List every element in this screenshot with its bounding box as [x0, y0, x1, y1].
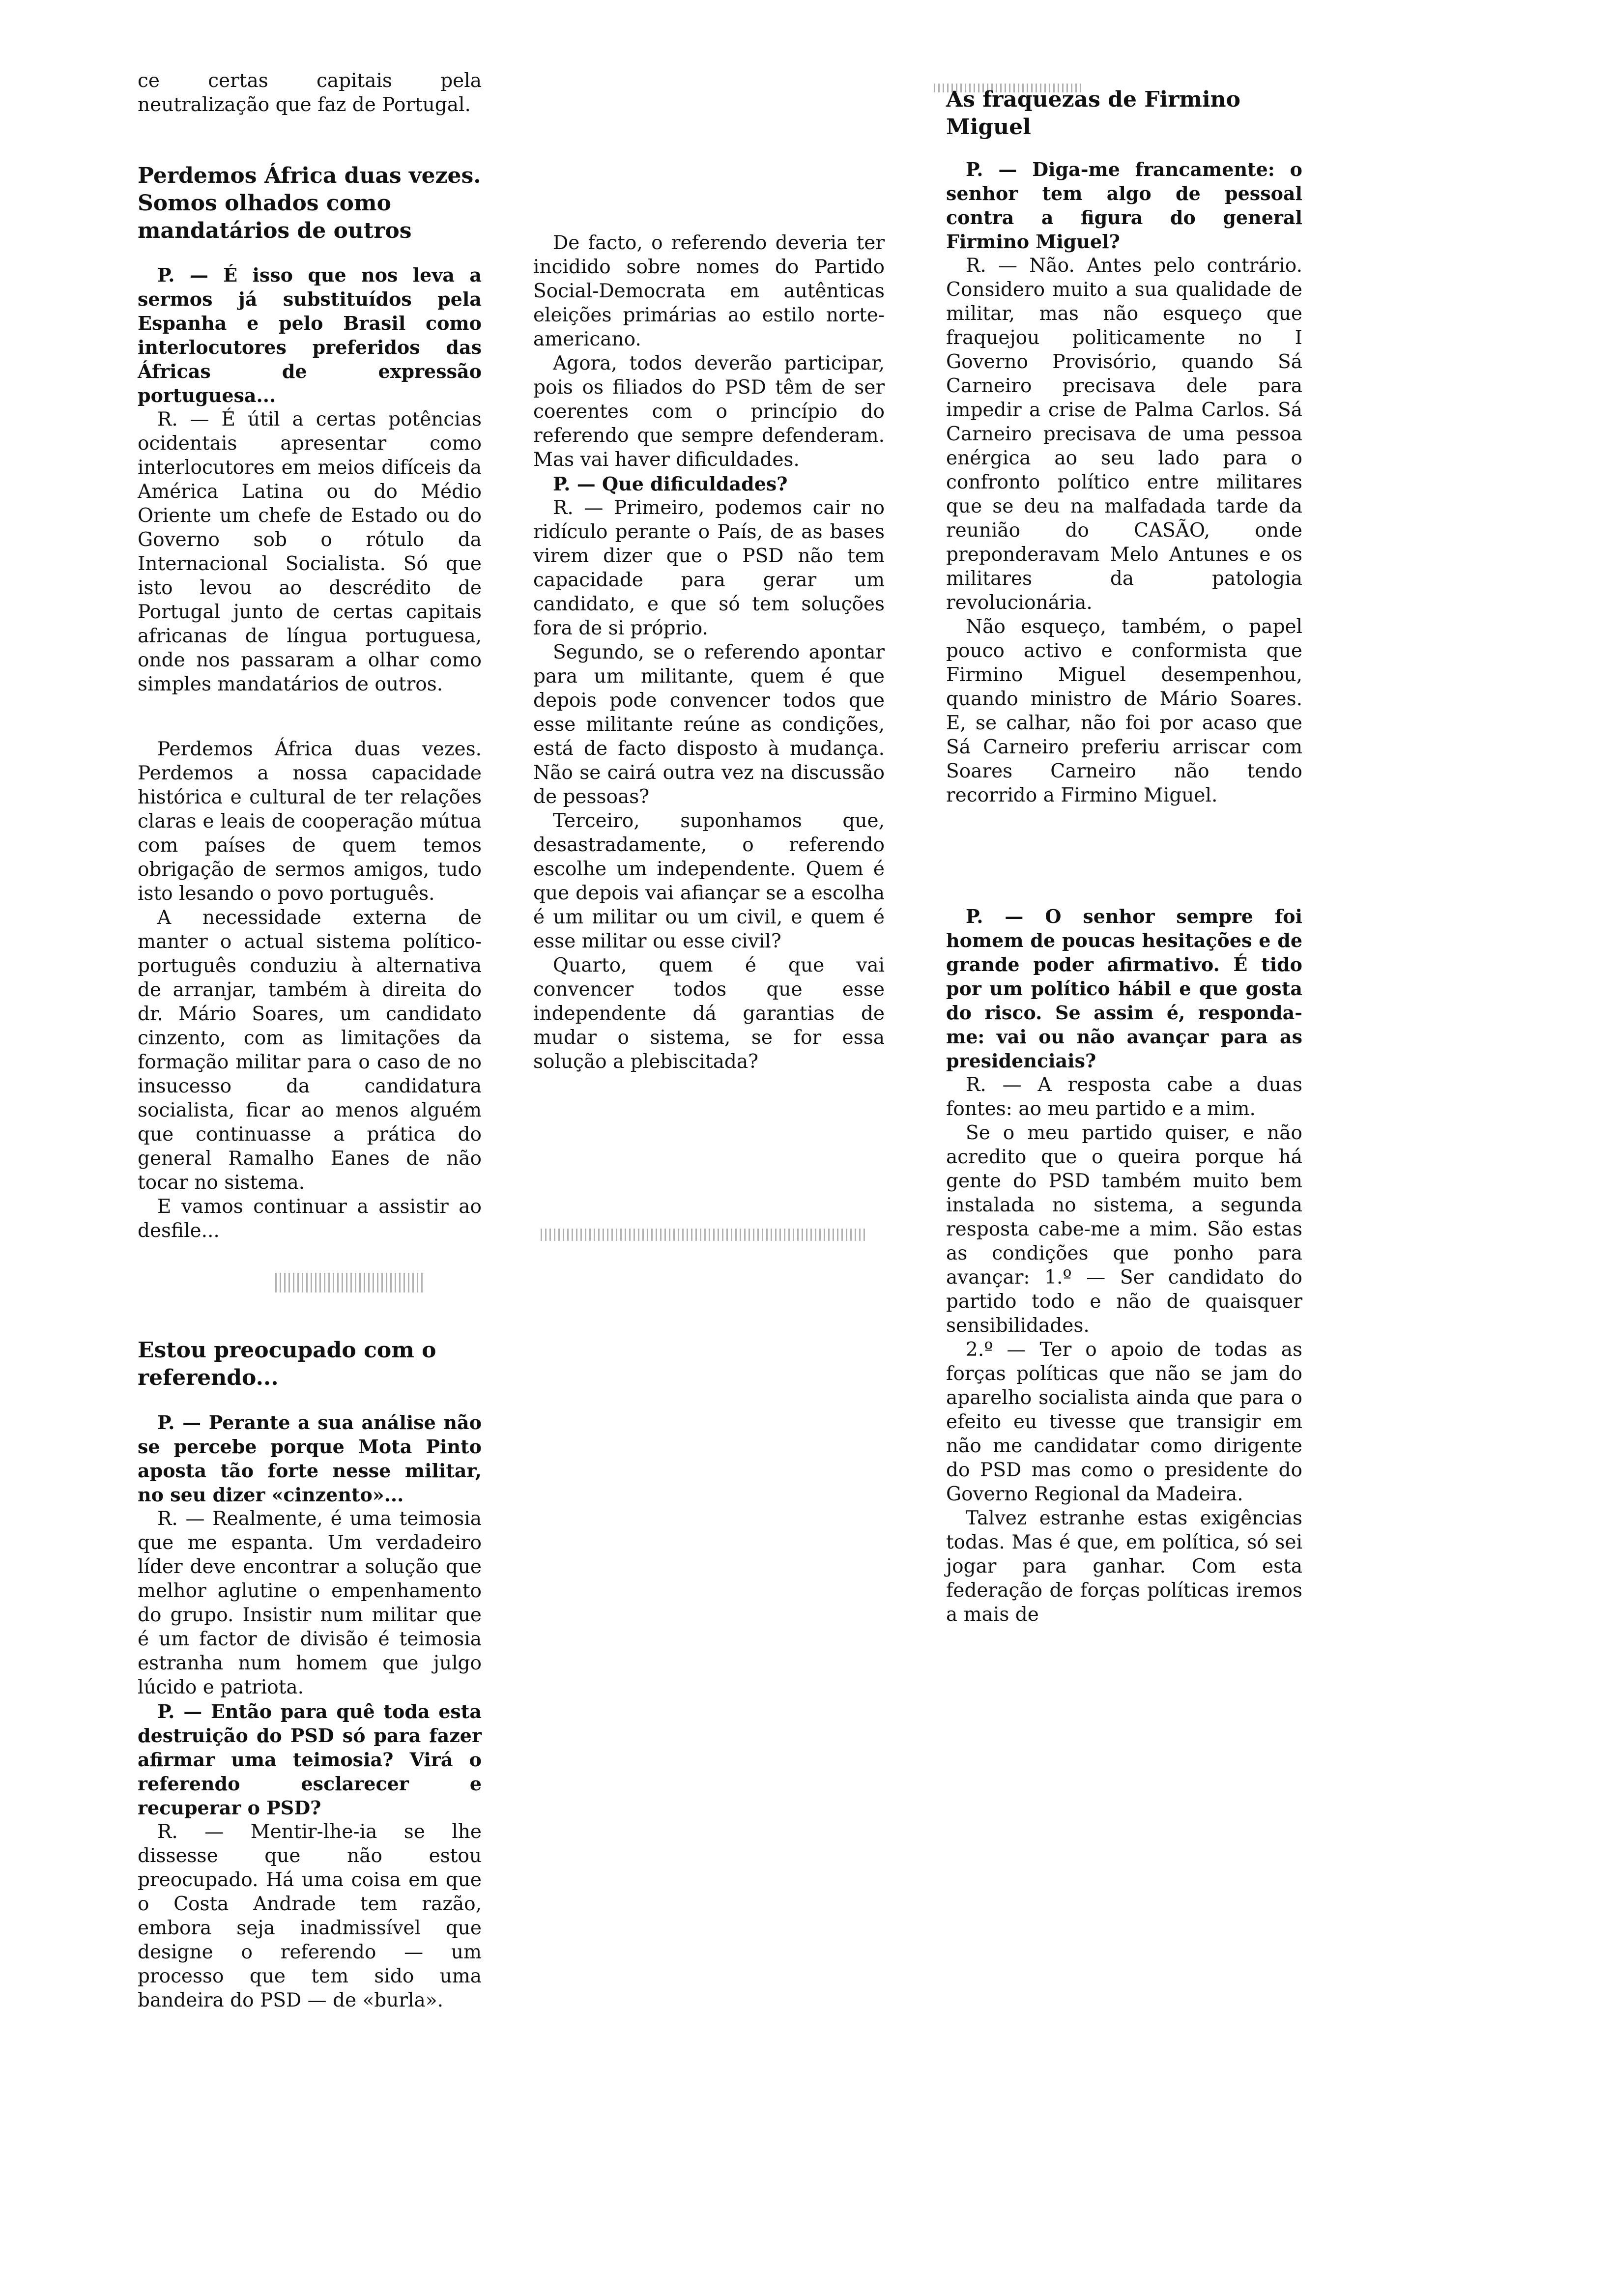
interview-block-3: [946, 157, 1302, 807]
paragraph-quarto: Quarto, quem é que vai convencer todos que esse independente dá garantias de mudar o sistema, se for essa solução a plebiscitada?: [533, 954, 885, 1073]
question-4: P. — Que dificuldades?: [553, 473, 788, 495]
paragraph-esqueco: Não esqueço, também, o papel pouco activo e conformista que Firmino Miguel desempenhou, quando ministro de Mário Soares. E, se calhar, não foi por acaso que Sá Carneiro preferiu arriscar com Soares Carneiro não tendo recorrido a Firmino Miguel.: [946, 616, 1302, 806]
africa-paragraphs: [138, 737, 482, 1243]
intro-text: [138, 69, 482, 117]
answer-6: R. — A resposta cabe a duas fontes: ao meu partido e a mim.: [946, 1074, 1302, 1120]
referendo-paragraphs: [533, 231, 885, 1074]
scan-smudge: [541, 1229, 865, 1241]
question-1: P. — É isso que nos leva a sermos já substituídos pela Espanha e pelo Brasil como interlocutores preferidos das Áfricas de expressão portuguesa...: [138, 264, 482, 406]
question-5: P. — Diga-me francamente: o senhor tem algo de pessoal contra a figura do general Firmino Miguel?: [946, 158, 1302, 253]
heading-firmino: As fraquezas de Firmino Miguel: [946, 87, 1241, 140]
paragraph-talvez: Talvez estranhe estas exigências todas. Mas é que, em política, só sei jogar para ganhar. Com esta federação de forças políticas iremos a mais de: [946, 1507, 1302, 1626]
intro-paragraph: ce certas capitais pela neutralização que faz de Portugal.: [138, 70, 482, 116]
paragraph-terceiro: Terceiro, suponhamos que, desastradamente, o referendo escolhe um independente. Quem é que depois vai afiançar se a escolha é um militar ou um civil, e quem é esse militar ou esse civil?: [533, 810, 885, 952]
section-heading-firmino: [946, 86, 1302, 141]
heading-africa: Perdemos África duas vezes. Somos olhados como mandatários de outros: [138, 163, 481, 243]
answer-1: R. — É útil a certas potências ocidentais apresentar como interlocutores em meios difíceis da América Latina ou do Médio Oriente um chefe de Estado ou do Governo sob o rótulo da Internacional Socialista. Só que isto levou ao descrédito de Portugal junto de certas capitais africanas de língua portuguesa, onde nos passaram a olhar como simples mandatários de outros.: [138, 408, 482, 695]
paragraph-agora: Agora, todos deverão participar, pois os filiados do PSD têm de ser coerentes com o princípio do referendo que sempre defenderam. Mas vai haver dificuldades.: [533, 352, 885, 471]
paragraph-africa: Perdemos África duas vezes. Perdemos a nossa capacidade histórica e cultural de ter relações claras e leais de cooperação mútua com países de quem temos obrigação de sermos amigos, tudo isto lesando o povo português.: [138, 738, 482, 905]
interview-block-1: [138, 263, 482, 696]
answer-3: R. — Mentir-lhe-ia se lhe dissesse que não estou preocupado. Há uma coisa em que o Costa Andrade tem razão, embora seja inadmissível que designe o referendo — um processo que tem sido uma bandeira do PSD — de «burla».: [138, 1821, 482, 2011]
paragraph-partido: Se o meu partido quiser, e não acredito que o queira porque há gente do PSD também muito bem instalada no sistema, a segunda resposta cabe-me a mim. São estas as condições que ponho para avançar: 1.º — Ser candidato do partido todo e não de quaisquer sensibilidades.: [946, 1122, 1302, 1337]
section-heading-referendo: [138, 1337, 482, 1392]
scan-smudge: [275, 1273, 423, 1292]
question-6: P. — O senhor sempre foi homem de poucas hesitações e de grande poder afirmativo. É tido por um político hábil e que gosta do risco. Se assim é, responda-me: vai ou não avançar para as presidenciais?: [946, 905, 1302, 1072]
paragraph-segundo: Segundo, se o referendo apontar para um militante, quem é que depois pode convencer todos que esse militante reúne as condições, está de facto disposto à mudança. Não se cairá outra vez na discussão de pessoas?: [533, 641, 885, 808]
question-2: P. — Perante a sua análise não se percebe porque Mota Pinto aposta tão forte nesse militar, no seu dizer «cinzento»...: [138, 1411, 482, 1506]
interview-block-4: [946, 904, 1302, 1627]
heading-referendo: Estou preocupado com o referendo...: [138, 1338, 436, 1390]
paragraph-de-facto: De facto, o referendo deveria ter incidido sobre nomes do Partido Social-Democrata em autênticas eleições primárias ao estilo norte-americano.: [533, 232, 885, 350]
answer-4: R. — Primeiro, podemos cair no ridículo perante o País, de as bases virem dizer que o PSD não tem capacidade para gerar um candidato, e que só tem soluções fora de si próprio.: [533, 497, 885, 639]
interview-block-2: [138, 1410, 482, 2012]
answer-5: R. — Não. Antes pelo contrário. Considero muito a sua qualidade de militar, mas não esqueço que fraquejou politicamente no I Governo Provisório, quando Sá Carneiro precisava dele para impedir a crise de Palma Carlos. Sá Carneiro precisava de uma pessoa enérgica ao seu lado para o confronto político entre militares que se deu na malfadada tarde da reunião do CASÃO, onde preponderavam Melo Antunes e os militares da patologia revolucionária.: [946, 255, 1302, 614]
paragraph-assistir: E vamos continuar a assistir ao desfile...: [138, 1196, 482, 1242]
section-heading-africa: [138, 162, 482, 245]
scan-smudge: [934, 84, 1081, 92]
question-3: P. — Então para quê toda esta destruição do PSD só para fazer afirmar uma teimosia? Virá o referendo esclarecer e recuperar o PSD?: [138, 1700, 482, 1819]
paragraph-segunda-condicao: 2.º — Ter o apoio de todas as forças políticas que não se jam do aparelho socialista ainda que para o efeito eu tivesse que transigir em não me candidatar como dirigente do PSD mas como o presidente do Governo Regional da Madeira.: [946, 1339, 1302, 1505]
paragraph-necessidade: A necessidade externa de manter o actual sistema político-português conduziu à alternativa de arranjar, também à direita do dr. Mário Soares, um candidato cinzento, com as limitações da formação militar para o caso de no insucesso da candidatura socialista, ficar ao menos alguém que continuasse a prática do general Ramalho Eanes de não tocar no sistema.: [138, 907, 482, 1194]
answer-2: R. — Realmente, é uma teimosia que me espanta. Um verdadeiro líder deve encontrar a solução que melhor aglutine o empenhamento do grupo. Insistir num militar que é um factor de divisão é teimosia estranha num homem que julgo lúcido e patriota.: [138, 1508, 482, 1698]
